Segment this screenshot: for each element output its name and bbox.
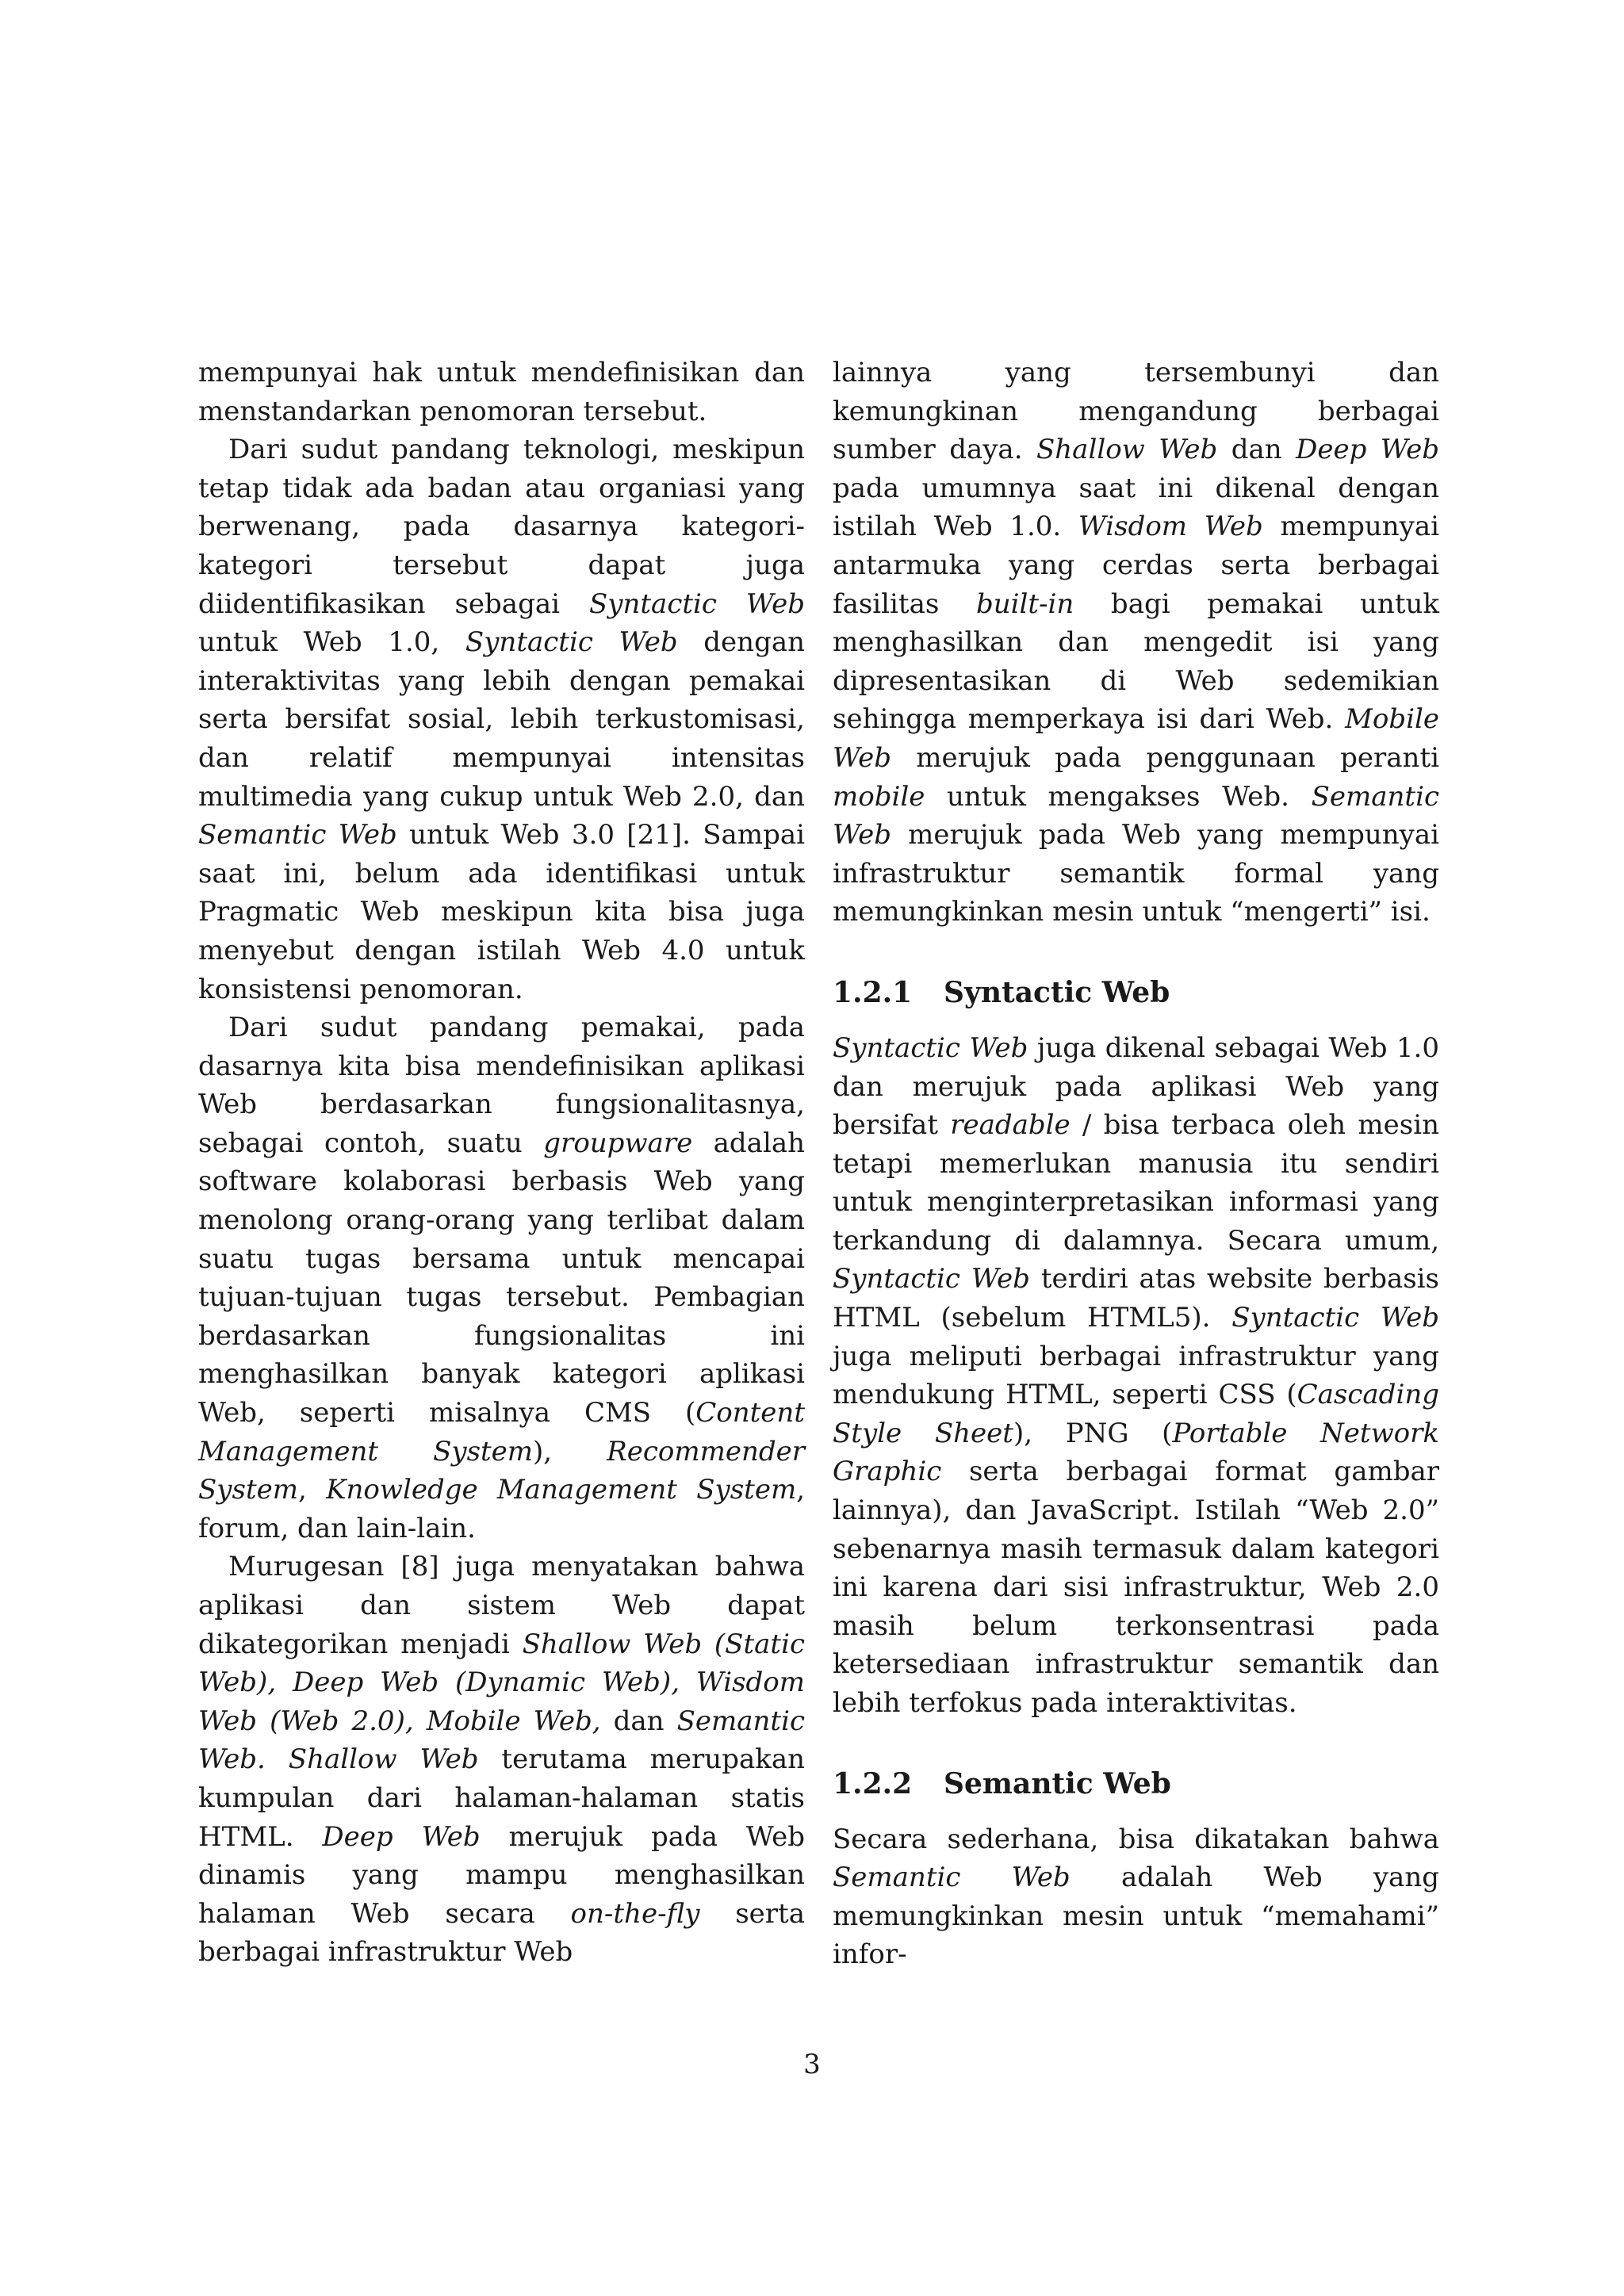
italic-term: Cascading Style Sheet	[833, 1379, 1439, 1449]
italic-term: mobile	[833, 780, 925, 813]
text-run: ,	[297, 1474, 327, 1506]
italic-term: Deep Web	[322, 1820, 481, 1853]
italic-term: Content Management System	[198, 1397, 805, 1468]
section-number: 1.2.1	[833, 975, 913, 1009]
text-run: adalah Web yang memungkinkan mesin untuk “memahami” infor-	[833, 1862, 1439, 1971]
text-run: , forum, dan lain-lain.	[198, 1474, 805, 1544]
text-run: Secara sederhana, bisa dikatakan bahwa	[833, 1823, 1439, 1855]
text-run: ),	[533, 1435, 607, 1468]
paragraph-murugesan	[198, 1548, 805, 1972]
text-run: / bisa terbaca oleh mesin tetapi memerlukan manusia itu sendiri untuk menginterpretasikan informasi yang terkandung di dalamnya. Secara umum,	[833, 1109, 1439, 1257]
italic-term: Portable Network Graphic	[833, 1417, 1439, 1488]
text-run: juga dikenal sebagai Web 1.0 dan merujuk pada aplikasi Web yang bersifat	[833, 1031, 1439, 1142]
italic-term: Semantic Web	[833, 780, 1439, 851]
paragraph-user-view	[198, 1008, 805, 1548]
text-run: Dari sudut pandang teknologi, meskipun tetap tidak ada badan atau organiasi yang berwenang, pada dasarnya kategori-kategori tersebut dapat juga diidentifikasikan sebagai	[198, 434, 805, 620]
italic-term: Recommender System	[198, 1435, 805, 1506]
paragraph-syntactic-web	[833, 1029, 1439, 1723]
italic-term: Semantic Web.	[198, 1705, 805, 1776]
italic-term: groupware	[543, 1127, 693, 1159]
italic-term: Knowledge Management System	[326, 1474, 797, 1506]
text-run: dan	[600, 1705, 677, 1737]
text-run: terdiri atas website berbasis HTML (sebelum HTML5).	[833, 1263, 1439, 1334]
text-run: merujuk pada penggunaan peranti	[891, 741, 1439, 774]
right-column	[833, 354, 1439, 1974]
italic-term: Semantic Web	[198, 819, 397, 851]
section-number: 1.2.2	[833, 1766, 913, 1800]
text-run: adalah software kolaborasi berbasis Web yang menolong orang-orang yang terlibat dalam suatu tugas bersama untuk mencapai tujuan-tujuan tugas tersebut. Pembagian berdasarkan fungsionalitas ini menghasilkan banyak kategori aplikasi Web, seperti misalnya CMS (	[198, 1127, 805, 1429]
text-run: merujuk pada Web dinamis yang mampu menghasilkan halaman Web secara	[198, 1820, 805, 1930]
text-run: untuk mengakses Web.	[925, 780, 1312, 813]
text-run: dan	[1217, 434, 1297, 466]
text-run	[266, 1743, 289, 1775]
italic-term: Syntactic Web	[465, 626, 678, 659]
section-title: Semantic Web	[944, 1766, 1171, 1800]
italic-term: Semantic Web	[833, 1862, 1071, 1894]
section-title: Syntactic Web	[944, 975, 1170, 1009]
italic-term: Shallow Web	[288, 1743, 479, 1776]
italic-term: readable	[950, 1109, 1071, 1142]
text-run: bagi pemakai untuk menghasilkan dan mengedit isi yang dipresentasikan di Web sedemikian sehingga memperkaya isi dari Web.	[833, 587, 1439, 736]
text-run: ), PNG (	[1013, 1417, 1173, 1449]
italic-term: built-in	[975, 587, 1074, 620]
page-number: 3	[803, 2049, 821, 2080]
paragraph-continuation: mempunyai hak untuk mendefinisikan dan menstandarkan penomoran tersebut.	[198, 357, 805, 427]
text-run: merujuk pada Web yang mempunyai infrastruktur semantik formal yang memungkinkan mesin untuk “mengerti” isi.	[833, 819, 1439, 928]
text-run: serta berbagai format gambar lainnya), dan JavaScript. Istilah “Web 2.0” sebenarnya masih termasuk dalam kategori ini karena dari sisi infrastruktur, Web 2.0 masih belum terkonsentrasi pada ketersediaan infrastruktur semantik dan lebih terfokus pada interaktivitas.	[833, 1456, 1439, 1719]
text-run: serta berbagai infrastruktur Web	[198, 1897, 805, 1969]
italic-term: Syntactic Web	[1231, 1302, 1439, 1334]
text-run: terutama merupakan kumpulan dari halaman-halaman statis HTML.	[198, 1743, 805, 1853]
section-heading-syntactic-web	[833, 974, 1439, 1012]
paragraph-technology-view	[198, 430, 805, 1008]
paragraph-web-categories	[833, 354, 1439, 932]
paragraph-semantic-web	[833, 1820, 1439, 1974]
text-run: dengan interaktivitas yang lebih dengan pemakai serta bersifat sosial, lebih terkustomisasi, dan relatif mempunyai intensitas multimedia yang cukup untuk Web 2.0, dan	[198, 626, 805, 813]
text-run: mempunyai antarmuka yang cerdas serta berbagai fasilitas	[833, 511, 1440, 620]
italic-term: Wisdom Web	[1078, 511, 1263, 543]
italic-term: Shallow Web	[1036, 434, 1218, 466]
italic-term: Deep Web	[1296, 434, 1439, 466]
italic-term: on-the-fly	[570, 1897, 700, 1930]
text-run: juga meliputi berbagai infrastruktur yang mendukung HTML, seperti CSS (	[833, 1340, 1439, 1411]
italic-term: Syntactic Web	[588, 587, 805, 620]
italic-term: Shallow Web (Static Web), Deep Web (Dynamic Web), Wisdom Web (Web 2.0), Mobile Web,	[198, 1628, 805, 1737]
text-run: untuk Web 1.0,	[198, 626, 465, 659]
italic-term: Syntactic Web	[833, 1263, 1030, 1295]
text-run: untuk Web 3.0 [21]. Sampai saat ini, belum ada identifikasi untuk Pragmatic Web meskipun kita bisa juga menyebut dengan istilah Web 4.0 untuk konsistensi penomoran.	[198, 819, 805, 1005]
section-heading-semantic-web	[833, 1765, 1439, 1803]
text-run: Dari sudut pandang pemakai, pada dasarnya kita bisa mendefinisikan aplikasi Web berdasarkan fungsionalitasnya, sebagai contoh, suatu	[198, 1012, 805, 1159]
text-run: pada umumnya saat ini dikenal dengan istilah Web 1.0.	[833, 472, 1439, 543]
left-column	[198, 354, 805, 1972]
italic-term: Mobile Web	[833, 703, 1439, 774]
text-run: Murugesan [8] juga menyatakan bahwa aplikasi dan sistem Web dapat dikategorikan menjadi	[198, 1551, 805, 1660]
text-run: lainnya yang tersembunyi dan kemungkinan mengandung berbagai sumber daya.	[833, 357, 1439, 466]
italic-term: Syntactic Web	[833, 1031, 1028, 1064]
